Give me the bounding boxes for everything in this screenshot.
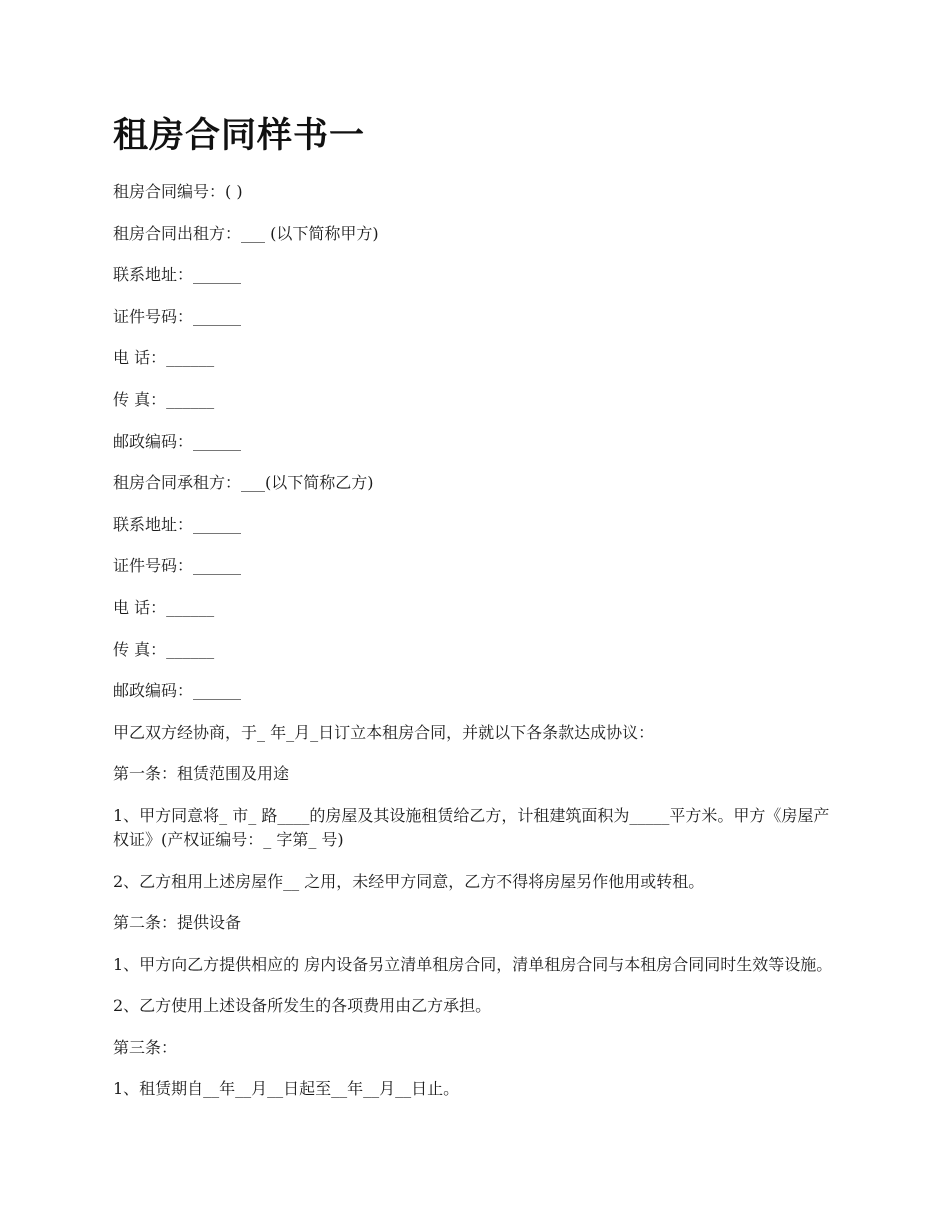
lessee-postcode-line: 邮政编码：______	[113, 681, 242, 701]
document-body	[113, 180, 838, 1119]
lessor-address-line: 联系地址：______	[113, 265, 242, 285]
lessor-fax-line: 传 真：______	[113, 389, 215, 409]
lessee-fax-line: 传 真：______	[113, 639, 215, 659]
lessor-phone-line: 电 话：______	[113, 348, 215, 368]
article-1-heading: 第一条：租赁范围及用途	[113, 764, 290, 784]
lessor-id-line: 证件号码：______	[113, 306, 242, 326]
article-2-clause-2: 2、乙方使用上述设备所发生的各项费用由乙方承担。	[113, 996, 492, 1016]
agreement-intro-paragraph: 甲乙双方经协商，于_ 年_月_日订立本租房合同，并就以下各条款达成协议：	[113, 722, 655, 742]
lessor-line: 租房合同出租方：___ (以下简称甲方)	[113, 223, 379, 243]
lessee-id-line: 证件号码：______	[113, 556, 242, 576]
article-2-clause-1: 1、甲方向乙方提供相应的 房内设备另立清单租房合同，清单租房合同与本租房合同同时生效等设施。	[113, 954, 833, 974]
lessee-phone-line: 电 话：______	[113, 597, 215, 617]
article-3-heading: 第三条：	[113, 1037, 178, 1057]
document-title: 租房合同样书一	[113, 115, 366, 156]
lessee-line: 租房合同承租方：___(以下简称乙方)	[113, 473, 374, 493]
lessee-address-line: 联系地址：______	[113, 514, 242, 534]
article-2-heading: 第二条：提供设备	[113, 913, 242, 933]
article-1-clause-1: 1、甲方同意将_ 市_ 路____的房屋及其设施租赁给乙方，计租建筑面积为_____平方米。甲方《房屋产权证》(产权证编号：_ 字第_ 号)	[113, 805, 830, 849]
contract-number-line: 租房合同编号：( )	[113, 182, 243, 201]
article-3-clause-1: 1、租赁期自__年__月__日起至__年__月__日止。	[113, 1079, 460, 1099]
lessor-postcode-line: 邮政编码：______	[113, 431, 242, 451]
article-1-clause-2: 2、乙方租用上述房屋作__ 之用，未经甲方同意，乙方不得将房屋另作他用或转租。	[113, 871, 705, 891]
